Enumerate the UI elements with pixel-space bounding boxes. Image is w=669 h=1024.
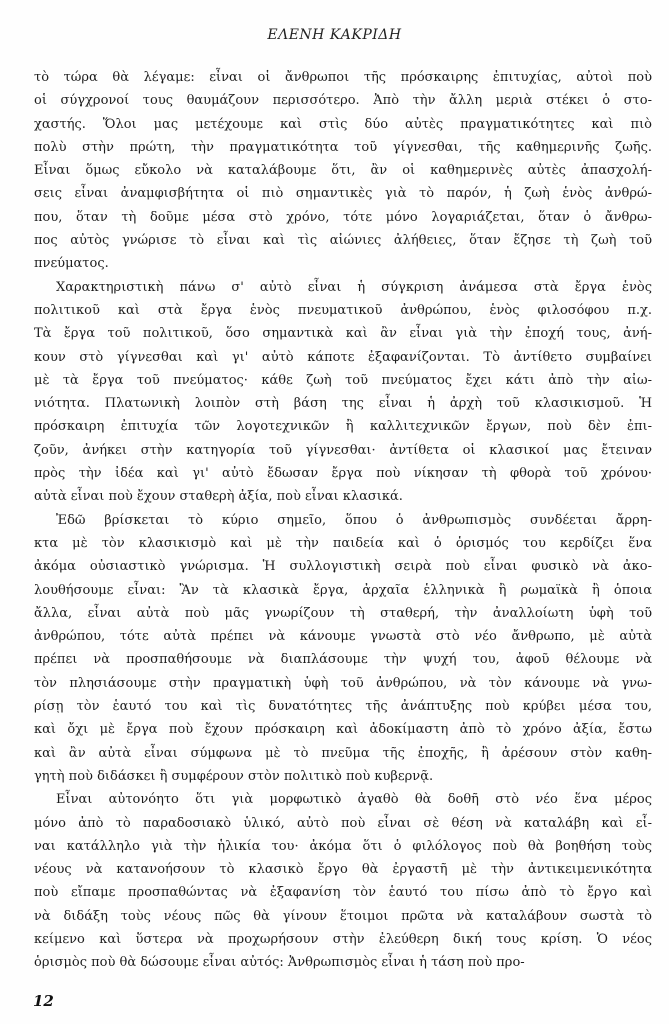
- text-line: γητὴ ποὺ διδάσκει ἢ συμφέρουν στὸν πολιτικὸ ποὺ κυβερνᾷ.: [34, 768, 434, 784]
- text-line: ζοῦν, ἀνήκει στὴν κατηγορία τοῦ γίγνεσθαι· ἀντίθετα οἱ κλασικοί μας ἔτειναν: [34, 442, 652, 458]
- text-line: ἀκόμα οὐσιαστικὸ γνώρισμα. Ἡ συλλογιστικὴ σειρὰ ποὺ εἶναι φυσικὸ νὰ ἀκο-: [34, 559, 652, 575]
- text-line: τὸ τώρα θὰ λέγαμε: εἶναι οἱ ἄνθρωποι τῆς πρόσκαιρης ἐπιτυχίας, αὐτοὶ ποὺ: [34, 70, 652, 85]
- text-line: τὸν πλησιάσουμε στὴν πραγματικὴ ὑφὴ τοῦ ἀνθρώπου, νὰ τὸν κάνουμε νὰ γνω-: [34, 675, 652, 691]
- text-line: Ἐδῶ βρίσκεται τὸ κύριο σημεῖο, ὅπου ὁ ἀνθρωπισμὸς συνδέεται ἄρρη-: [56, 512, 652, 528]
- running-title: ΕΛΕΝΗ ΚΑΚΡΙΔΗ: [267, 27, 402, 43]
- text-line: πολιτικοῦ καὶ στὰ ἔργα ἑνὸς πνευματικοῦ ἀνθρώπου, ἑνὸς φιλοσόφου π.χ.: [34, 302, 652, 318]
- text-line: ἄλλα, εἶναι αὐτὰ ποὺ μᾶς γνωρίζουν τὴ σταθερή, τὴν ἀναλλοίωτη ὑφὴ τοῦ: [34, 605, 652, 621]
- text-line: Εἶναι ὅμως εὔκολο νὰ καταλάβουμε ὅτι, ἂν οἱ καθημερινὲς αὐτὲς ἀπασχολή-: [34, 163, 652, 179]
- text-line: Χαρακτηριστικὴ πάνω σ' αὐτὸ εἶναι ἡ σύγκριση ἀνάμεσα στὰ ἔργα ἑνὸς: [56, 279, 652, 295]
- page-number: 12: [33, 992, 54, 1010]
- text-line: νὰ διδάξη τοὺς νέους πῶς θὰ γίνουν ἕτοιμοι πρῶτα νὰ καταλάβουν σωστὰ τὸ: [34, 908, 652, 924]
- text-line: ναι κατάλληλο γιὰ τὴν ἡλικία του· ἀκόμα ὅτι ὁ φιλόλογος ποὺ θὰ βοηθήση τοὺς: [34, 838, 652, 854]
- text-line: πρέπει νὰ προσπαθήσουμε νὰ διαπλάσουμε τὴν ψυχή του, ἀφοῦ θέλουμε νὰ: [34, 652, 652, 668]
- text-line: χαστής. Ὅλοι μας μετέχουμε καὶ στὶς δύο αὐτὲς πραγματικότητες καὶ πιὸ: [34, 116, 652, 132]
- text-line: αὐτὰ εἶναι ποὺ ἔχουν σταθερὴ ἀξία, ποὺ εἶναι κλασικά.: [34, 489, 403, 505]
- text-line: καὶ ἂν αὐτὰ εἶναι σύμφωνα μὲ τὸ πνεῦμα τῆς ἐποχῆς, ἢ ἀρέσουν στὸν καθη-: [34, 745, 652, 761]
- text-line: Τὰ ἔργα τοῦ πολιτικοῦ, ὅσο σημαντικὰ καὶ ἂν εἶναι γιὰ τὴν ἐποχή τους, ἀνή-: [34, 326, 652, 342]
- text-line: ἀνθρώπου, τότε αὐτὰ πρέπει νὰ κάνουμε γνωστὰ στὸ νέο ἄνθρωπο, μὲ αὐτὰ: [34, 629, 652, 645]
- text-line: ὁρισμὸς ποὺ θὰ δώσουμε εἶναι αὐτός: Ἀνθρωπισμὸς εἶναι ἡ τάση ποὺ προ-: [34, 955, 525, 971]
- text-line: πρὸς τὴν ἰδέα καὶ γι' αὐτὸ ἔδωσαν ἔργα ποὺ νίκησαν τὴ φθορὰ τοῦ χρόνου·: [34, 466, 652, 482]
- text-line: Εἶναι αὐτονόητο ὅτι γιὰ μορφωτικὸ ἀγαθὸ θὰ δοθῆ στὸ νέο ἕνα μέρος: [56, 792, 652, 808]
- paragraph: [34, 788, 652, 974]
- text-line: κείμενο καὶ ὕστερα νὰ προχωρήσουν στὴν ἐλεύθερη δική τους κρίση. Ὁ νέος: [34, 931, 652, 947]
- text-line: νιότητα. Πλατωνικὴ λοιπὸν στὴ βάση της εἶναι ἡ ἀρχὴ τοῦ κλασικισμοῦ. Ἡ: [34, 396, 652, 412]
- paragraph: [34, 66, 652, 276]
- paragraph: [34, 276, 652, 509]
- text-line: πνεύματος.: [34, 256, 109, 272]
- text-line: ρίσῃ τὸν ἑαυτό του καὶ τὶς δυνατότητες τῆς ἀνάπτυξης ποὺ κρύβει μέσα του,: [34, 699, 652, 715]
- text-line: που, ὅταν τὴ δοῦμε μέσα στὸ χρόνο, τότε μόνο λογαριάζεται, ὅταν ὁ ἄνθρω-: [34, 209, 652, 225]
- text-line: ποὺ εἴπαμε προσπαθώντας νὰ ἐξαφανίση τὸν ἑαυτό του πίσω ἀπὸ τὸ ἔργο καὶ: [34, 885, 652, 901]
- body-text: [34, 66, 652, 975]
- text-line: μόνο ἀπὸ τὸ παραδοσιακὸ ὑλικό, αὐτὸ ποὺ εἶναι σὲ θέση νὰ καταλάβη καὶ εἶ-: [34, 815, 652, 831]
- text-line: κουν στὸ γίγνεσθαι καὶ γι' αὐτὸ κάποτε ἐξαφανίζονται. Τὸ ἀντίθετο συμβαίνει: [34, 349, 652, 365]
- paragraph: [34, 509, 652, 789]
- text-line: πρόσκαιρη ἐπιτυχία τῶν λογοτεχνικῶν ἢ καλλιτεχνικῶν ἔργων, ποὺ δὲν ἐπι-: [34, 419, 652, 435]
- text-line: πολὺ στὴν πρώτη, τὴν πραγματικότητα τοῦ γίγνεσθαι, τῆς καθημερινῆς ζωῆς.: [34, 139, 652, 155]
- text-line: οἱ σύγχρονοί τους θαυμάζουν περισσότερο. Ἀπὸ τὴν ἄλλη μεριὰ στέκει ὁ στο-: [34, 93, 652, 109]
- text-line: μὲ τὰ ἔργα τοῦ πνεύματος· κάθε ζωὴ τοῦ πνεύματος ἔχει κάτι ἀπὸ τὴν αἰω-: [34, 372, 652, 388]
- text-line: νέους νὰ κατανοήσουν τὸ κλασικὸ ἔργο θὰ ἐργαστῆ μὲ τὴν ἀντικειμενικότητα: [34, 862, 652, 878]
- text-line: σεις εἶναι ἀναμφισβήτητα οἱ πιὸ σημαντικὲς γιὰ τὸ παρόν, ἡ ζωὴ ἑνὸς ἀνθρώ-: [34, 186, 652, 202]
- text-line: λουθήσουμε εἶναι: Ἂν τὰ κλασικὰ ἔργα, ἀρχαῖα ἑλληνικὰ ἢ ρωμαϊκὰ ἢ ὁποια: [34, 582, 652, 598]
- text-line: πος αὐτὸς γνώρισε τὸ εἶναι καὶ τὶς αἰώνιες ἀλήθειες, ὅταν ἔζησε τὴ ζωὴ τοῦ: [34, 233, 652, 249]
- text-line: καὶ ὄχι μὲ ἔργα ποὺ ἔχουν πρόσκαιρη καὶ ἀδοκίμαστη ἀπὸ τὸ χρόνο ἀξία, ἔστω: [34, 722, 652, 738]
- text-line: κτα μὲ τὸν κλασικισμὸ καὶ μὲ τὴν παιδεία καὶ ὁ ὁρισμός του κερδίζει ἕνα: [34, 535, 652, 551]
